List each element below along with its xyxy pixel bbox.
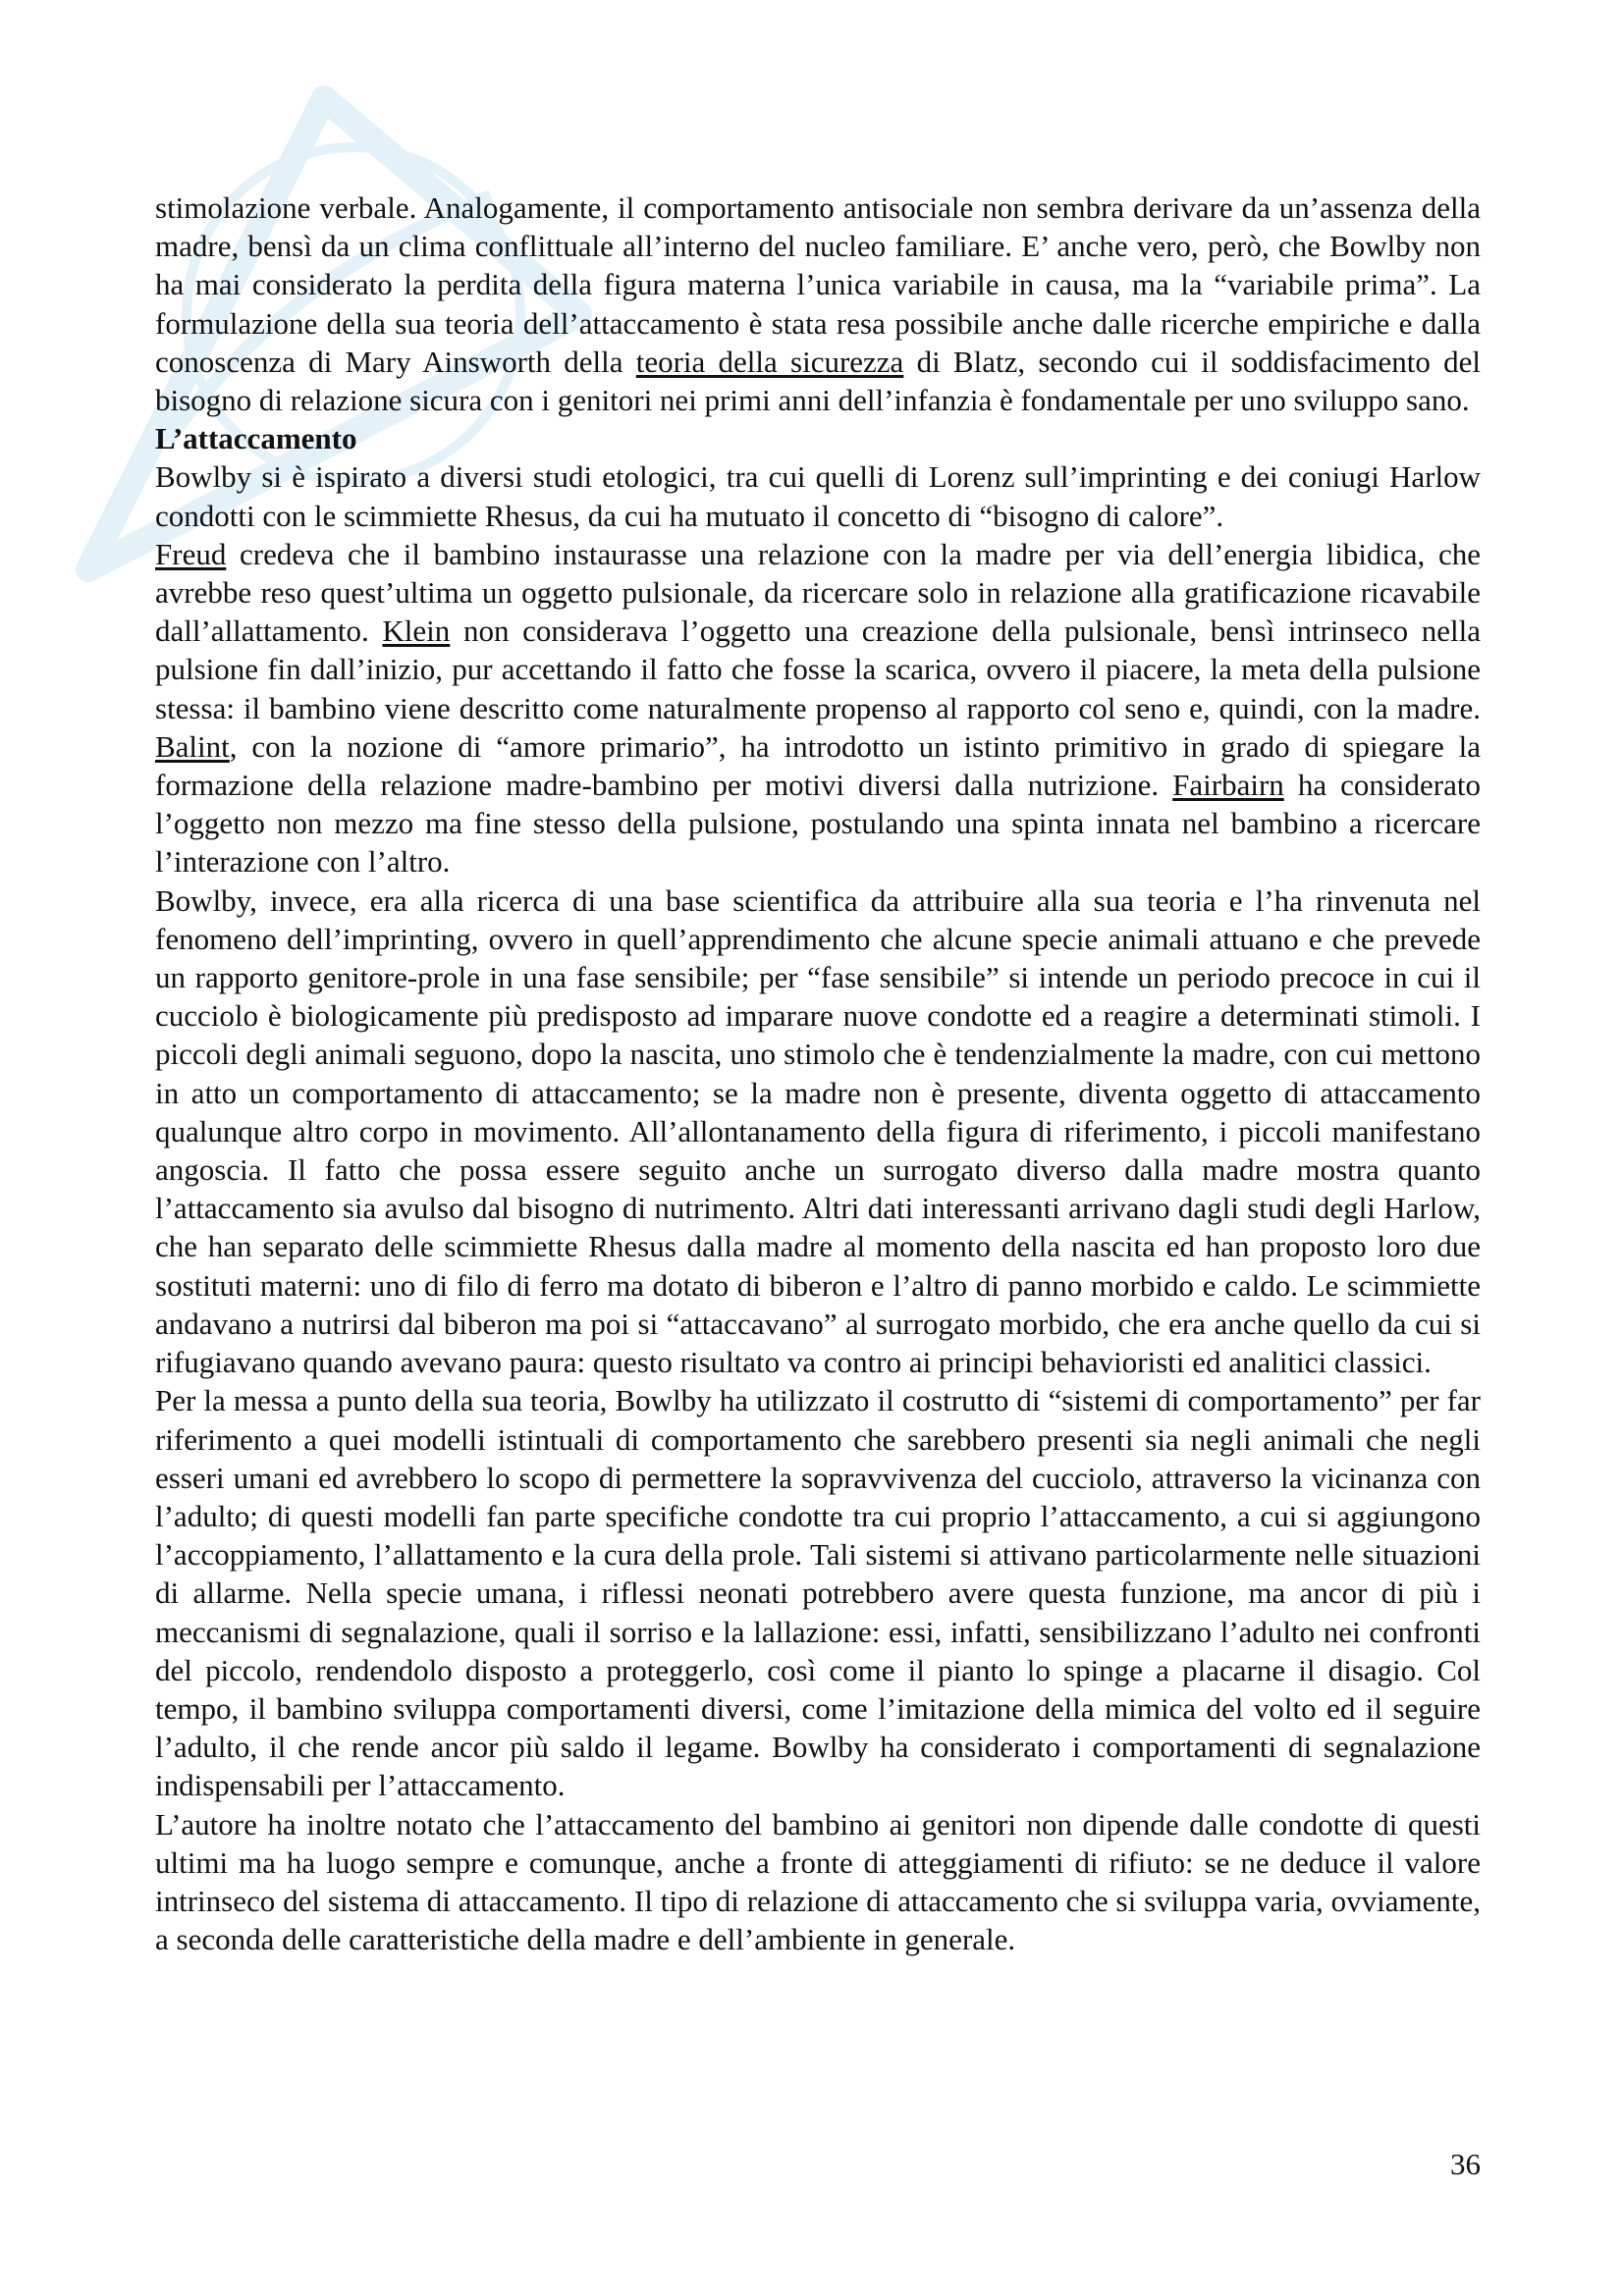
page-number: 36 [1450, 2147, 1481, 2181]
underlined-term: teoria della sicurezza [635, 344, 904, 379]
text-run: L’attaccamento [155, 421, 357, 456]
underlined-term: Fairbairn [1172, 768, 1284, 803]
underlined-term: Klein [382, 614, 451, 649]
text-run: ha considerato l’oggetto non mezzo ma fine stesso della pulsione, postulando una spinta innata nel bambino a ricercare l’interazione con l’altro. [155, 768, 1481, 880]
text-run: Bowlby, invece, era alla ricerca di una base scientifica da attribuire alla sua teoria e l’ha rinvenuta nel fenomeno dell’imprinting, ovvero in quell’apprendimento che alcune specie animali attuano e che prevede un rapporto genitore-prole in una fase sensibile; per “fase sensibile” si intende un periodo precoce in cui il cucciolo è biologicamente più predisposto ad imparare nuove condotte ed a reagire a determinati stimoli. I piccoli degli animali seguono, dopo la nascita, uno stimolo che è tendenzialmente la madre, con cui mettono in atto un comportamento di attaccamento; se la madre non è presente, diventa oggetto di attaccamento qualunque altro corpo in movimento. All’allontanamento della figura di riferimento, i piccoli manifestano angoscia. Il fatto che possa essere seguito anche un surrogato diverso dalla madre mostra quanto l’attaccamento sia avulso dal bisogno di nutrimento. Altri dati interessanti arrivano dagli studi degli Harlow, che han separato delle scimmiette Rhesus dalla madre al momento della nascita ed han proposto loro due sostituti materni: uno di filo di ferro ma dotato di biberon e l’altro di panno morbido e caldo. Le scimmiette andavano a nutrirsi dal biberon ma poi si “attaccavano” al surrogato morbido, che era anche quello da cui si rifugiavano quando avevano paura: questo risultato va contro ai principi behavioristi ed analitici classici. [155, 882, 1481, 1380]
text-run: Bowlby si è ispirato a diversi studi etologici, tra cui quelli di Lorenz sull’imprinting e dei coniugi Harlow condotti con le scimmiette Rhesus, da cui ha mutuato il concetto di “bisogno di calore”. [155, 459, 1481, 533]
paragraph [155, 457, 1481, 534]
underlined-term: Balint [155, 728, 230, 764]
text-run: , con la nozione di “amore primario”, ha introdotto un istinto primitivo in grado di spiegare la formazione della relazione madre-bambino per motivi diversi dalla nutrizione. [155, 728, 1481, 803]
text-run: non considerava l’oggetto una creazione della pulsionale, bensì intrinseco nella pulsione fin dall’inizio, pur accettando il fatto che fosse la scarica, ovvero il piacere, la meta della pulsione stessa: il bambino viene descritto come naturalmente propenso al rapporto col seno e, quindi, con la madre. [155, 614, 1481, 725]
underlined-term: Freud [155, 536, 227, 571]
paragraph [155, 881, 1481, 1382]
text-run: Per la messa a punto della sua teoria, Bowlby ha utilizzato il costrutto di “sistemi di comportamento” per far riferimento a quei modelli istintuali di comportamento che sarebbero presenti sia negli animali che negli esseri umani ed avrebbero lo scopo di permettere la sopravvivenza del cucciolo, attraverso la vicinanza con l’adulto; di questi modelli fan parte specifiche condotte tra cui proprio l’attaccamento, a cui si aggiungono l’accoppiamento, l’allattamento e la cura della prole. Tali sistemi si attivano particolarmente nelle situazioni di allarme. Nella specie umana, i riflessi neonati potrebbero avere questa funzione, ma ancor di più i meccanismi di segnalazione, quali il sorriso e la lallazione: essi, infatti, sensibilizzano l’adulto nei confronti del piccolo, rendendolo disposto a proteggerlo, così come il pianto lo spinge a placarne il disagio. Col tempo, il bambino sviluppa comportamenti diversi, come l’imitazione della mimica del volto ed il seguire l’adulto, il che rende ancor più saldo il legame. Bowlby ha considerato i comportamenti di segnalazione indispensabili per l’attaccamento. [155, 1383, 1481, 1803]
section-heading [155, 419, 1481, 457]
paragraph [155, 1805, 1481, 1959]
text-run: stimolazione verbale. Analogamente, il comportamento antisociale non sembra derivare da un’assenza della madre, bensì da un clima conflittuale all’interno del nucleo familiare. E’ anche vero, però, che Bowlby non ha mai considerato la perdita della figura materna l’unica variabile in causa, ma la “variabile prima”. La formulazione della sua teoria dell’attaccamento è stata resa possibile anche dalle ricerche empiriche e dalla conoscenza di Mary Ainsworth della [155, 190, 1481, 379]
paragraph [155, 535, 1481, 881]
text-run: credeva che il bambino instaurasse una relazione con la madre per via dell’energia libidica, che avrebbe reso quest’ultima un oggetto pulsionale, da ricercare solo in relazione alla gratificazione ricavabile dall’allattamento. [155, 536, 1481, 649]
text-run: L’autore ha inoltre notato che l’attaccamento del bambino ai genitori non dipende dalle condotte di questi ultimi ma ha luogo sempre e comunque, anche a fronte di atteggiamenti di rifiuto: se ne deduce il valore intrinseco del sistema di attaccamento. Il tipo di relazione di attaccamento che si sviluppa varia, ovviamente, a seconda delle caratteristiche della madre e dell’ambiente in generale. [155, 1806, 1481, 1957]
paragraph [155, 188, 1481, 419]
paragraph [155, 1381, 1481, 1804]
document-page [155, 188, 1481, 1958]
text-run: di Blatz, secondo cui il soddisfacimento del bisogno di relazione sicura con i genitori nei primi anni dell’infanzia è fondamentale per uno sviluppo sano. [155, 344, 1482, 418]
